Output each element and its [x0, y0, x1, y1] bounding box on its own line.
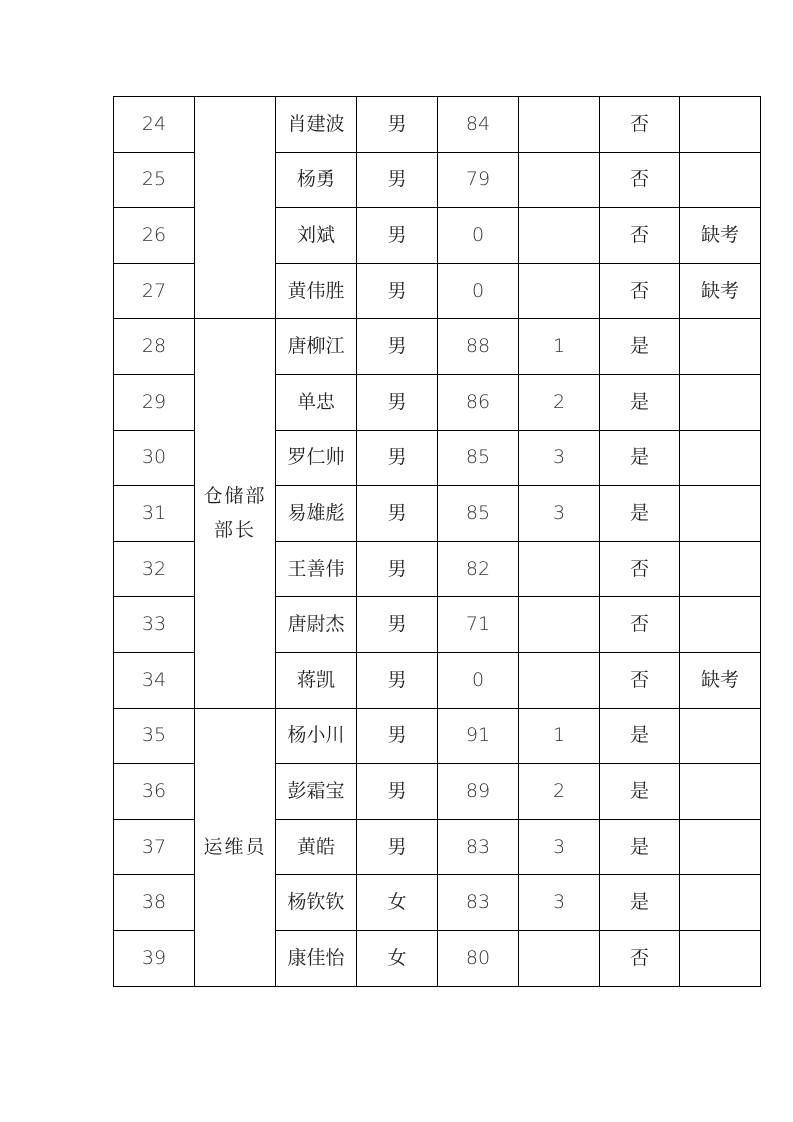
- advance-status-cell: 否: [600, 208, 680, 264]
- remark-cell: 缺考: [680, 208, 761, 264]
- candidate-name-cell: 康佳怡: [276, 930, 357, 986]
- rank-cell: 3: [519, 430, 600, 486]
- candidate-name-cell: 黄伟胜: [276, 263, 357, 319]
- rank-cell: [519, 930, 600, 986]
- serial-number-cell: 36: [114, 764, 195, 820]
- gender-cell: 男: [357, 541, 438, 597]
- remark-cell: [680, 430, 761, 486]
- candidate-name-cell: 杨钦钦: [276, 875, 357, 931]
- position-label: 部长: [213, 519, 256, 542]
- score-cell: 0: [438, 652, 519, 708]
- position-cell: [195, 708, 276, 986]
- rank-cell: [519, 152, 600, 208]
- score-cell: 85: [438, 430, 519, 486]
- score-cell: 80: [438, 930, 519, 986]
- candidate-name-cell: 易雄彪: [276, 486, 357, 542]
- serial-number-cell: 29: [114, 374, 195, 430]
- advance-status-cell: 否: [600, 597, 680, 653]
- advance-status-cell: 是: [600, 486, 680, 542]
- advance-status-cell: 否: [600, 263, 680, 319]
- serial-number-cell: 28: [114, 319, 195, 375]
- advance-status-cell: 否: [600, 541, 680, 597]
- remark-cell: [680, 541, 761, 597]
- score-cell: 82: [438, 541, 519, 597]
- serial-number-cell: 32: [114, 541, 195, 597]
- gender-cell: 男: [357, 374, 438, 430]
- remark-cell: [680, 597, 761, 653]
- gender-cell: 男: [357, 764, 438, 820]
- advance-status-cell: 是: [600, 374, 680, 430]
- score-cell: 88: [438, 319, 519, 375]
- rank-cell: 3: [519, 486, 600, 542]
- table-row: [114, 97, 761, 153]
- serial-number-cell: 30: [114, 430, 195, 486]
- rank-cell: 2: [519, 374, 600, 430]
- serial-number-cell: 27: [114, 263, 195, 319]
- serial-number-cell: 26: [114, 208, 195, 264]
- rank-cell: [519, 263, 600, 319]
- rank-cell: [519, 541, 600, 597]
- table-row: [114, 319, 761, 375]
- gender-cell: 男: [357, 97, 438, 153]
- score-cell: 0: [438, 208, 519, 264]
- score-cell: 86: [438, 374, 519, 430]
- gender-cell: 男: [357, 708, 438, 764]
- rank-cell: [519, 652, 600, 708]
- score-cell: 84: [438, 97, 519, 153]
- advance-status-cell: 是: [600, 819, 680, 875]
- rank-cell: 3: [519, 819, 600, 875]
- remark-cell: [680, 708, 761, 764]
- position-label: 运维员: [203, 835, 267, 858]
- gender-cell: 女: [357, 930, 438, 986]
- advance-status-cell: 是: [600, 875, 680, 931]
- serial-number-cell: 38: [114, 875, 195, 931]
- gender-cell: 男: [357, 486, 438, 542]
- serial-number-cell: 35: [114, 708, 195, 764]
- rank-cell: [519, 208, 600, 264]
- position-label: 仓储部: [203, 485, 267, 508]
- score-cell: 83: [438, 875, 519, 931]
- gender-cell: 女: [357, 875, 438, 931]
- advance-status-cell: 是: [600, 319, 680, 375]
- remark-cell: [680, 319, 761, 375]
- advance-status-cell: 否: [600, 97, 680, 153]
- table-row: [114, 708, 761, 764]
- advance-status-cell: 是: [600, 708, 680, 764]
- candidate-name-cell: 肖建波: [276, 97, 357, 153]
- serial-number-cell: 25: [114, 152, 195, 208]
- results-table: [113, 96, 761, 987]
- rank-cell: 1: [519, 708, 600, 764]
- gender-cell: 男: [357, 319, 438, 375]
- candidate-name-cell: 黄皓: [276, 819, 357, 875]
- candidate-name-cell: 单忠: [276, 374, 357, 430]
- score-cell: 79: [438, 152, 519, 208]
- advance-status-cell: 是: [600, 430, 680, 486]
- remark-cell: [680, 152, 761, 208]
- gender-cell: 男: [357, 152, 438, 208]
- score-cell: 0: [438, 263, 519, 319]
- serial-number-cell: 39: [114, 930, 195, 986]
- serial-number-cell: 37: [114, 819, 195, 875]
- gender-cell: 男: [357, 263, 438, 319]
- serial-number-cell: 33: [114, 597, 195, 653]
- candidate-name-cell: 刘斌: [276, 208, 357, 264]
- candidate-name-cell: 杨勇: [276, 152, 357, 208]
- candidate-name-cell: 蒋凯: [276, 652, 357, 708]
- remark-cell: [680, 486, 761, 542]
- remark-cell: [680, 930, 761, 986]
- advance-status-cell: 否: [600, 652, 680, 708]
- rank-cell: [519, 597, 600, 653]
- score-cell: 71: [438, 597, 519, 653]
- remark-cell: [680, 875, 761, 931]
- rank-cell: [519, 97, 600, 153]
- candidate-name-cell: 罗仁帅: [276, 430, 357, 486]
- advance-status-cell: 是: [600, 764, 680, 820]
- score-cell: 83: [438, 819, 519, 875]
- candidate-name-cell: 唐尉杰: [276, 597, 357, 653]
- rank-cell: 2: [519, 764, 600, 820]
- candidate-name-cell: 彭霜宝: [276, 764, 357, 820]
- remark-cell: [680, 764, 761, 820]
- gender-cell: 男: [357, 597, 438, 653]
- score-cell: 85: [438, 486, 519, 542]
- candidate-name-cell: 杨小川: [276, 708, 357, 764]
- score-cell: 91: [438, 708, 519, 764]
- candidate-name-cell: 唐柳江: [276, 319, 357, 375]
- serial-number-cell: 34: [114, 652, 195, 708]
- serial-number-cell: 24: [114, 97, 195, 153]
- remark-cell: [680, 374, 761, 430]
- remark-cell: [680, 97, 761, 153]
- candidate-name-cell: 王善伟: [276, 541, 357, 597]
- gender-cell: 男: [357, 208, 438, 264]
- position-cell: [195, 319, 276, 708]
- advance-status-cell: 否: [600, 152, 680, 208]
- gender-cell: 男: [357, 652, 438, 708]
- rank-cell: 3: [519, 875, 600, 931]
- remark-cell: 缺考: [680, 652, 761, 708]
- remark-cell: [680, 819, 761, 875]
- advance-status-cell: 否: [600, 930, 680, 986]
- gender-cell: 男: [357, 430, 438, 486]
- gender-cell: 男: [357, 819, 438, 875]
- position-cell: [195, 97, 276, 319]
- remark-cell: 缺考: [680, 263, 761, 319]
- serial-number-cell: 31: [114, 486, 195, 542]
- rank-cell: 1: [519, 319, 600, 375]
- score-cell: 89: [438, 764, 519, 820]
